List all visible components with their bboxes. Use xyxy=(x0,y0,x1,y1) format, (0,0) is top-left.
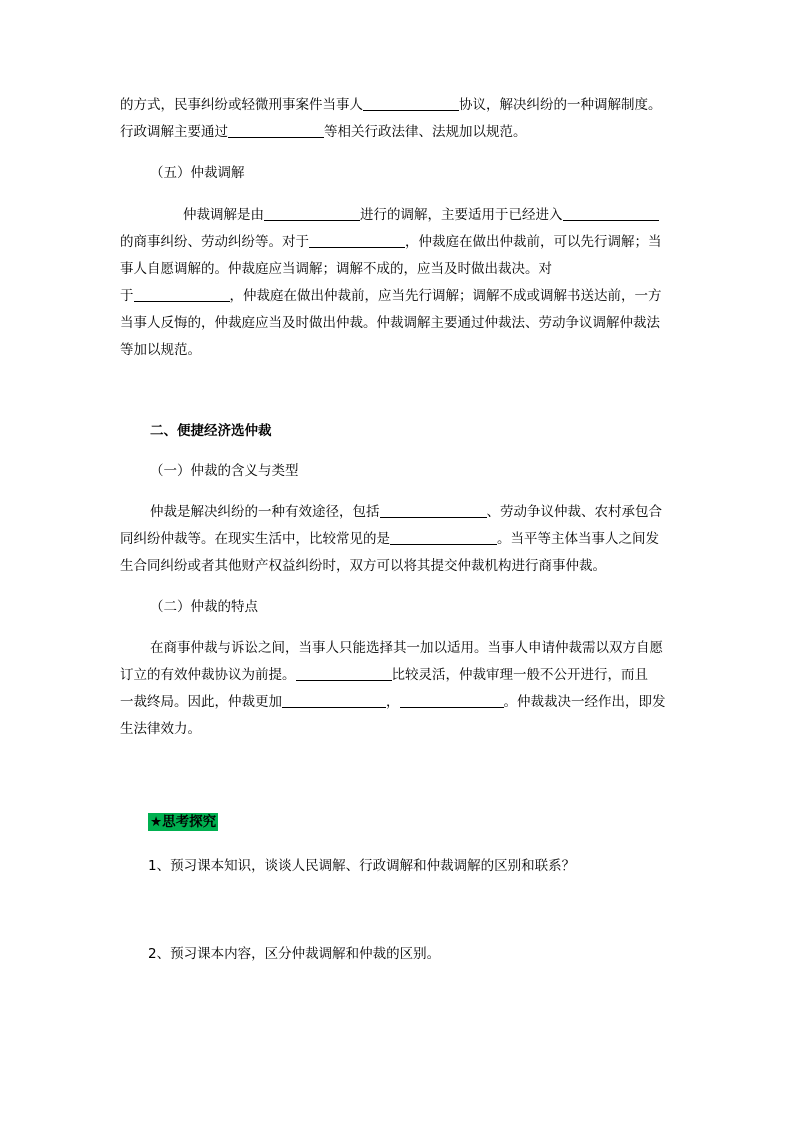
text-segment: 仲裁调解是由 xyxy=(183,207,264,223)
fill-blank[interactable] xyxy=(134,287,230,302)
text-line: 事人自愿调解的。仲裁庭应当调解；调解不成的，应当及时做出裁决。对 xyxy=(120,261,552,277)
text-segment: 行政调解主要通过 xyxy=(120,124,228,140)
text-line xyxy=(120,232,662,252)
text-segment: 进行的调解，主要适用于已经进入 xyxy=(360,207,563,223)
fill-blank[interactable] xyxy=(264,206,360,221)
text-line xyxy=(120,692,666,712)
text-line xyxy=(120,122,527,142)
text-segment: 订立的有效仲裁协议为前提。 xyxy=(120,667,296,683)
text-segment: 。当平等主体当事人之间发 xyxy=(497,531,659,547)
think-explore-tag: ★思考探究 xyxy=(150,814,217,830)
text-segment: 于 xyxy=(120,288,134,304)
text-segment: 、劳动争议仲裁、农村承包合 xyxy=(486,504,662,520)
text-line xyxy=(120,95,662,115)
fill-blank[interactable] xyxy=(282,693,386,708)
fill-blank[interactable] xyxy=(296,666,392,681)
fill-blank[interactable] xyxy=(380,503,487,518)
question-2: 2、预习课本内容，区分仲裁调解和仲裁的区别。 xyxy=(148,946,441,962)
text-segment: 比较灵活，仲裁审理一般不公开进行，而且 xyxy=(391,667,648,683)
text-line: 当事人反悔的，仲裁庭应当及时做出仲裁。仲裁调解主要通过仲裁法、劳动争议调解仲裁法 xyxy=(120,315,660,331)
text-segment: 的方式，民事纠纷或轻微刑事案件当事人 xyxy=(120,97,363,113)
subsection-heading: （二）仲裁的特点 xyxy=(150,599,258,615)
text-segment: 协议，解决纠纷的一种调解制度。 xyxy=(459,97,662,113)
text-segment: 。仲裁裁决一经作出，即发 xyxy=(503,694,666,710)
fill-blank[interactable] xyxy=(363,96,459,111)
fill-blank[interactable] xyxy=(563,206,659,221)
text-line xyxy=(150,502,662,522)
text-segment: 一裁终局。因此，仲裁更加 xyxy=(120,694,282,710)
fill-blank[interactable] xyxy=(309,233,405,248)
text-segment: ，仲裁庭在做出仲裁前，可以先行调解；当 xyxy=(405,234,662,250)
fill-blank[interactable] xyxy=(228,123,324,138)
text-line xyxy=(120,665,648,685)
text-segment: 等相关行政法律、法规加以规范。 xyxy=(324,124,527,140)
text-segment: 仲裁是解决纠纷的一种有效途径，包括 xyxy=(150,504,380,520)
text-line: 生合同纠纷或者其他财产权益纠纷时，双方可以将其提交仲裁机构进行商事仲裁。 xyxy=(120,558,606,574)
text-segment: ，仲裁庭在做出仲裁前，应当先行调解；调解不成或调解书送达前，一方 xyxy=(229,288,662,304)
section-title: 二、便捷经济选仲裁 xyxy=(150,423,272,439)
section-heading: （五）仲裁调解 xyxy=(150,165,245,181)
fill-blank[interactable] xyxy=(400,693,504,708)
text-line xyxy=(183,205,659,225)
text-segment: 的商事纠纷、劳动纠纷等。对于 xyxy=(120,234,309,250)
question-1: 1、预习课本知识，谈谈人民调解、行政调解和仲裁调解的区别和联系？ xyxy=(148,858,576,874)
text-segment: ， xyxy=(386,694,400,710)
text-line xyxy=(120,286,662,306)
text-line xyxy=(120,529,659,549)
text-line: 生法律效力。 xyxy=(120,721,201,737)
text-line: 等加以规范。 xyxy=(120,342,201,358)
subsection-heading: （一）仲裁的含义与类型 xyxy=(150,463,299,479)
text-line: 在商事仲裁与诉讼之间，当事人只能选择其一加以适用。当事人申请仲裁需以双方自愿 xyxy=(150,640,663,656)
text-segment: 同纠纷仲裁等。在现实生活中，比较常见的是 xyxy=(120,531,390,547)
fill-blank[interactable] xyxy=(390,530,497,545)
think-tag-line xyxy=(148,812,218,832)
